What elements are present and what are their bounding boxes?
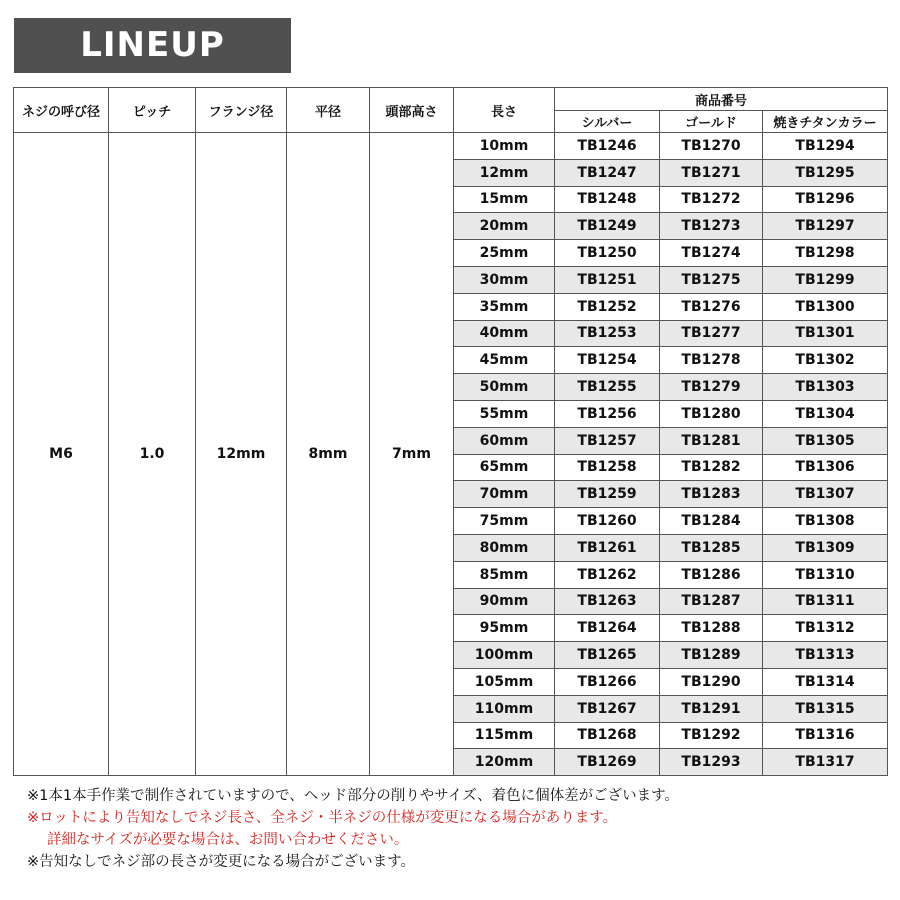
- cell-silver: TB1262: [555, 561, 660, 588]
- cell-burnt-titanium: TB1310: [763, 561, 888, 588]
- header-pitch: ピッチ: [109, 88, 196, 133]
- header-flange-diameter: フランジ径: [196, 88, 287, 133]
- cell-length: 60mm: [454, 427, 555, 454]
- cell-length: 100mm: [454, 642, 555, 669]
- cell-length: 25mm: [454, 240, 555, 267]
- cell-length: 120mm: [454, 749, 555, 776]
- cell-burnt-titanium: TB1315: [763, 695, 888, 722]
- cell-silver: TB1268: [555, 722, 660, 749]
- cell-silver: TB1267: [555, 695, 660, 722]
- cell-silver: TB1266: [555, 668, 660, 695]
- cell-silver: TB1255: [555, 374, 660, 401]
- cell-silver: TB1269: [555, 749, 660, 776]
- cell-burnt-titanium: TB1306: [763, 454, 888, 481]
- header-flat-diameter: 平径: [287, 88, 370, 133]
- cell-burnt-titanium: TB1314: [763, 668, 888, 695]
- cell-burnt-titanium: TB1313: [763, 642, 888, 669]
- cell-burnt-titanium: TB1295: [763, 159, 888, 186]
- cell-silver: TB1260: [555, 508, 660, 535]
- cell-burnt-titanium: TB1299: [763, 266, 888, 293]
- spec-flange-diameter: 12mm: [196, 133, 287, 776]
- cell-burnt-titanium: TB1297: [763, 213, 888, 240]
- cell-silver: TB1246: [555, 133, 660, 160]
- cell-gold: TB1284: [660, 508, 763, 535]
- cell-gold: TB1293: [660, 749, 763, 776]
- note-contact: 詳細なサイズが必要な場合は、お問い合わせください。: [47, 832, 409, 848]
- cell-gold: TB1277: [660, 320, 763, 347]
- cell-gold: TB1292: [660, 722, 763, 749]
- cell-length: 10mm: [454, 133, 555, 160]
- cell-silver: TB1258: [555, 454, 660, 481]
- cell-silver: TB1248: [555, 186, 660, 213]
- cell-length: 30mm: [454, 266, 555, 293]
- note-variation: ※1本1本手作業で制作されていますので、ヘッド部分の削りやサイズ、着色に個体差がございます。: [27, 788, 679, 804]
- header-length: 長さ: [454, 88, 555, 133]
- cell-silver: TB1253: [555, 320, 660, 347]
- cell-gold: TB1272: [660, 186, 763, 213]
- spec-pitch: 1.0: [109, 133, 196, 776]
- note-spec-change: ※ロットにより告知なしでネジ長さ、全ネジ・半ネジの仕様が変更になる場合があります。: [27, 810, 618, 826]
- cell-silver: TB1263: [555, 588, 660, 615]
- cell-length: 70mm: [454, 481, 555, 508]
- header-thread-size: ネジの呼び径: [14, 88, 109, 133]
- header-burnt-titanium: 焼きチタンカラー: [763, 111, 888, 133]
- cell-length: 45mm: [454, 347, 555, 374]
- cell-gold: TB1276: [660, 293, 763, 320]
- header-gold: ゴールド: [660, 111, 763, 133]
- cell-gold: TB1288: [660, 615, 763, 642]
- spec-flat-diameter: 8mm: [287, 133, 370, 776]
- cell-burnt-titanium: TB1317: [763, 749, 888, 776]
- cell-silver: TB1264: [555, 615, 660, 642]
- cell-length: 35mm: [454, 293, 555, 320]
- cell-gold: TB1283: [660, 481, 763, 508]
- cell-length: 110mm: [454, 695, 555, 722]
- notes: [27, 785, 679, 873]
- cell-burnt-titanium: TB1312: [763, 615, 888, 642]
- cell-gold: TB1279: [660, 374, 763, 401]
- cell-gold: TB1280: [660, 400, 763, 427]
- cell-length: 50mm: [454, 374, 555, 401]
- table-row: [14, 133, 888, 160]
- cell-gold: TB1287: [660, 588, 763, 615]
- cell-gold: TB1270: [660, 133, 763, 160]
- cell-burnt-titanium: TB1296: [763, 186, 888, 213]
- cell-gold: TB1271: [660, 159, 763, 186]
- cell-burnt-titanium: TB1311: [763, 588, 888, 615]
- cell-gold: TB1290: [660, 668, 763, 695]
- header-product-number: 商品番号: [555, 88, 888, 111]
- cell-gold: TB1273: [660, 213, 763, 240]
- cell-silver: TB1256: [555, 400, 660, 427]
- cell-burnt-titanium: TB1300: [763, 293, 888, 320]
- cell-gold: TB1286: [660, 561, 763, 588]
- header-head-height: 頭部高さ: [370, 88, 454, 133]
- cell-length: 15mm: [454, 186, 555, 213]
- cell-length: 90mm: [454, 588, 555, 615]
- cell-length: 65mm: [454, 454, 555, 481]
- lineup-table: [13, 87, 888, 776]
- cell-silver: TB1250: [555, 240, 660, 267]
- note-thread-length: ※告知なしでネジ部の長さが変更になる場合がございます。: [27, 854, 415, 870]
- cell-burnt-titanium: TB1303: [763, 374, 888, 401]
- cell-silver: TB1261: [555, 534, 660, 561]
- cell-gold: TB1281: [660, 427, 763, 454]
- cell-length: 12mm: [454, 159, 555, 186]
- cell-silver: TB1247: [555, 159, 660, 186]
- cell-burnt-titanium: TB1316: [763, 722, 888, 749]
- cell-gold: TB1282: [660, 454, 763, 481]
- cell-length: 85mm: [454, 561, 555, 588]
- cell-gold: TB1275: [660, 266, 763, 293]
- cell-length: 75mm: [454, 508, 555, 535]
- cell-length: 95mm: [454, 615, 555, 642]
- cell-length: 115mm: [454, 722, 555, 749]
- cell-burnt-titanium: TB1302: [763, 347, 888, 374]
- spec-head-height: 7mm: [370, 133, 454, 776]
- cell-gold: TB1285: [660, 534, 763, 561]
- cell-length: 105mm: [454, 668, 555, 695]
- cell-silver: TB1251: [555, 266, 660, 293]
- cell-silver: TB1254: [555, 347, 660, 374]
- cell-length: 20mm: [454, 213, 555, 240]
- cell-length: 40mm: [454, 320, 555, 347]
- lineup-banner: LINEUP: [14, 18, 291, 73]
- header-silver: シルバー: [555, 111, 660, 133]
- cell-burnt-titanium: TB1298: [763, 240, 888, 267]
- cell-silver: TB1259: [555, 481, 660, 508]
- cell-gold: TB1291: [660, 695, 763, 722]
- table-body: [14, 133, 888, 776]
- cell-burnt-titanium: TB1294: [763, 133, 888, 160]
- cell-silver: TB1257: [555, 427, 660, 454]
- cell-gold: TB1278: [660, 347, 763, 374]
- cell-burnt-titanium: TB1309: [763, 534, 888, 561]
- cell-gold: TB1289: [660, 642, 763, 669]
- cell-burnt-titanium: TB1305: [763, 427, 888, 454]
- cell-silver: TB1252: [555, 293, 660, 320]
- cell-burnt-titanium: TB1307: [763, 481, 888, 508]
- spec-thread-size: M6: [14, 133, 109, 776]
- cell-silver: TB1265: [555, 642, 660, 669]
- cell-burnt-titanium: TB1304: [763, 400, 888, 427]
- cell-gold: TB1274: [660, 240, 763, 267]
- cell-length: 80mm: [454, 534, 555, 561]
- cell-length: 55mm: [454, 400, 555, 427]
- cell-silver: TB1249: [555, 213, 660, 240]
- cell-burnt-titanium: TB1308: [763, 508, 888, 535]
- cell-burnt-titanium: TB1301: [763, 320, 888, 347]
